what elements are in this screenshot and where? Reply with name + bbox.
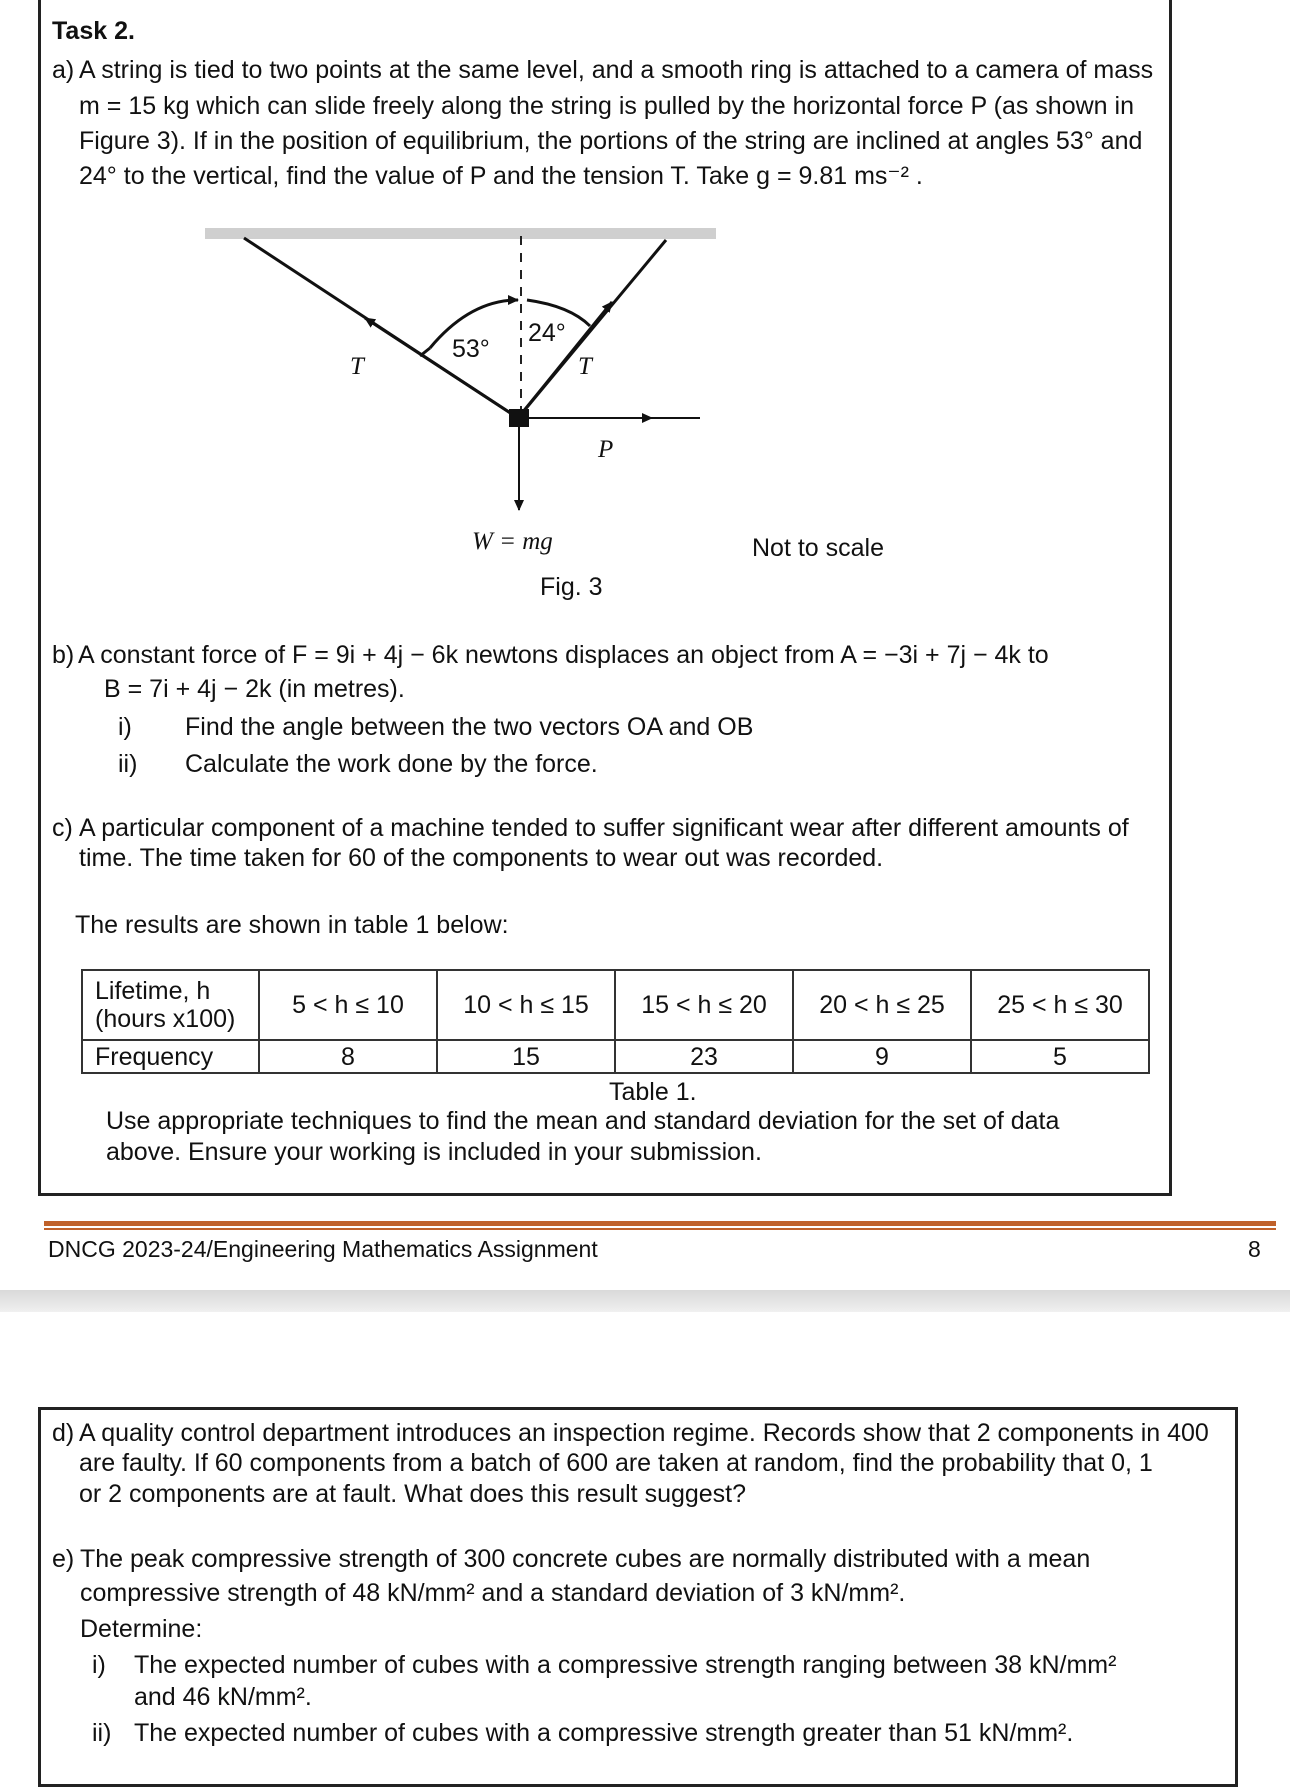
part-d-line1: A quality control department introduces an inspection regime. Records show that 2 components in 400 bbox=[79, 1419, 1209, 1447]
part-e-item-ii-line1: The expected number of cubes with a compressive strength greater than 51 kN/mm². bbox=[134, 1719, 1074, 1747]
figure-caption: Fig. 3 bbox=[540, 573, 603, 601]
part-d-line3: or 2 components are at fault. What does this result suggest? bbox=[79, 1480, 747, 1508]
table-1-frequency bbox=[81, 969, 1150, 1074]
part-b-item-ii-text: Calculate the work done by the force. bbox=[185, 750, 598, 778]
part-c-line1: A particular component of a machine tended to suffer significant wear after different amounts of bbox=[79, 814, 1129, 842]
footer-page-number: 8 bbox=[1248, 1236, 1261, 1262]
table-class-cell: 15 < h ≤ 20 bbox=[615, 970, 793, 1040]
tension-left-arrow bbox=[365, 318, 518, 418]
part-c-instruction2: above. Ensure your working is included in your submission. bbox=[106, 1138, 762, 1166]
table-header-lifetime bbox=[82, 970, 259, 1040]
part-e-item-ii-marker: ii) bbox=[92, 1719, 112, 1747]
not-to-scale-note: Not to scale bbox=[752, 534, 885, 562]
table-row-frequency bbox=[82, 1040, 1149, 1073]
table-frequency-cell: 23 bbox=[615, 1040, 793, 1073]
part-c-intro: The results are shown in table 1 below: bbox=[75, 911, 509, 939]
part-e-item-i-marker: i) bbox=[92, 1651, 106, 1679]
table-frequency-cell: 8 bbox=[259, 1040, 437, 1073]
angle-53-label: 53° bbox=[452, 335, 490, 363]
part-e-line1: The peak compressive strength of 300 concrete cubes are normally distributed with a mean bbox=[80, 1545, 1091, 1573]
part-b-line2: B = 7i + 4j − 2k (in metres). bbox=[104, 675, 405, 703]
part-e-label: e) bbox=[52, 1545, 75, 1573]
table-class-cell: 25 < h ≤ 30 bbox=[971, 970, 1149, 1040]
part-a-line4: 24° to the vertical, find the value of P and the tension T. Take g = 9.81 ms⁻² . bbox=[79, 162, 923, 190]
part-a-line3: Figure 3). If in the position of equilibrium, the portions of the string are inclined at angles 53° and bbox=[79, 127, 1143, 155]
table-class-cell: 20 < h ≤ 25 bbox=[793, 970, 971, 1040]
table-class-cell: 10 < h ≤ 15 bbox=[437, 970, 615, 1040]
table-header-lifetime-line1: Lifetime, h bbox=[95, 977, 211, 1005]
part-a-label: a) bbox=[52, 56, 75, 84]
figure-3-diagram bbox=[0, 0, 1290, 620]
table-frequency-cell: 9 bbox=[793, 1040, 971, 1073]
part-b-line1: A constant force of F = 9i + 4j − 6k newtons displaces an object from A = −3i + 7j − 4k to bbox=[78, 641, 1049, 669]
part-e-determine: Determine: bbox=[80, 1615, 203, 1643]
footer-rule-thin bbox=[44, 1228, 1276, 1230]
table-header-lifetime-line2: (hours x100) bbox=[95, 1005, 236, 1033]
camera-block bbox=[509, 409, 529, 427]
part-b-item-i-marker: i) bbox=[118, 713, 132, 741]
part-e-line2: compressive strength of 48 kN/mm² and a standard deviation of 3 kN/mm². bbox=[80, 1579, 906, 1607]
tension-left-label: T bbox=[350, 353, 364, 380]
table-row-lifetime bbox=[82, 970, 1149, 1040]
table-class-cell: 5 < h ≤ 10 bbox=[259, 970, 437, 1040]
part-d-label: d) bbox=[52, 1419, 75, 1447]
table-frequency-cell: 15 bbox=[437, 1040, 615, 1073]
page-break-band bbox=[0, 1290, 1290, 1312]
part-b-label: b) bbox=[52, 641, 75, 669]
part-c-instruction1: Use appropriate techniques to find the mean and standard deviation for the set of data bbox=[106, 1107, 1060, 1135]
part-b-item-i-text: Find the angle between the two vectors OA and OB bbox=[185, 713, 754, 741]
part-a-line2: m = 15 kg which can slide freely along the string is pulled by the horizontal force P (as shown in bbox=[79, 92, 1134, 120]
part-c-label: c) bbox=[52, 814, 73, 842]
force-p-label: P bbox=[598, 436, 614, 463]
ceiling-bar bbox=[205, 228, 716, 239]
part-d-line2: are faulty. If 60 components from a batch of 600 are taken at random, find the probability that 0, 1 bbox=[79, 1449, 1153, 1477]
weight-label: W = mg bbox=[472, 528, 553, 555]
part-b-item-ii-marker: ii) bbox=[118, 750, 138, 778]
tension-right-label: T bbox=[578, 353, 592, 380]
angle-arc-left-tail bbox=[420, 348, 430, 356]
part-a-line1: A string is tied to two points at the same level, and a smooth ring is attached to a camera of mass bbox=[79, 56, 1154, 84]
table-frequency-cell: 5 bbox=[971, 1040, 1149, 1073]
part-e-item-i-line2: and 46 kN/mm². bbox=[134, 1683, 312, 1711]
table-caption: Table 1. bbox=[609, 1078, 697, 1106]
part-c-line2: time. The time taken for 60 of the components to wear out was recorded. bbox=[79, 844, 884, 872]
part-e-item-i-line1: The expected number of cubes with a compressive strength ranging between 38 kN/mm² bbox=[134, 1651, 1117, 1679]
footer-rule-thick bbox=[44, 1221, 1276, 1226]
footer-course-title: DNCG 2023-24/Engineering Mathematics Assignment bbox=[48, 1236, 598, 1262]
task-title: Task 2. bbox=[52, 17, 135, 45]
angle-24-label: 24° bbox=[528, 319, 566, 347]
table-header-frequency: Frequency bbox=[82, 1040, 259, 1073]
